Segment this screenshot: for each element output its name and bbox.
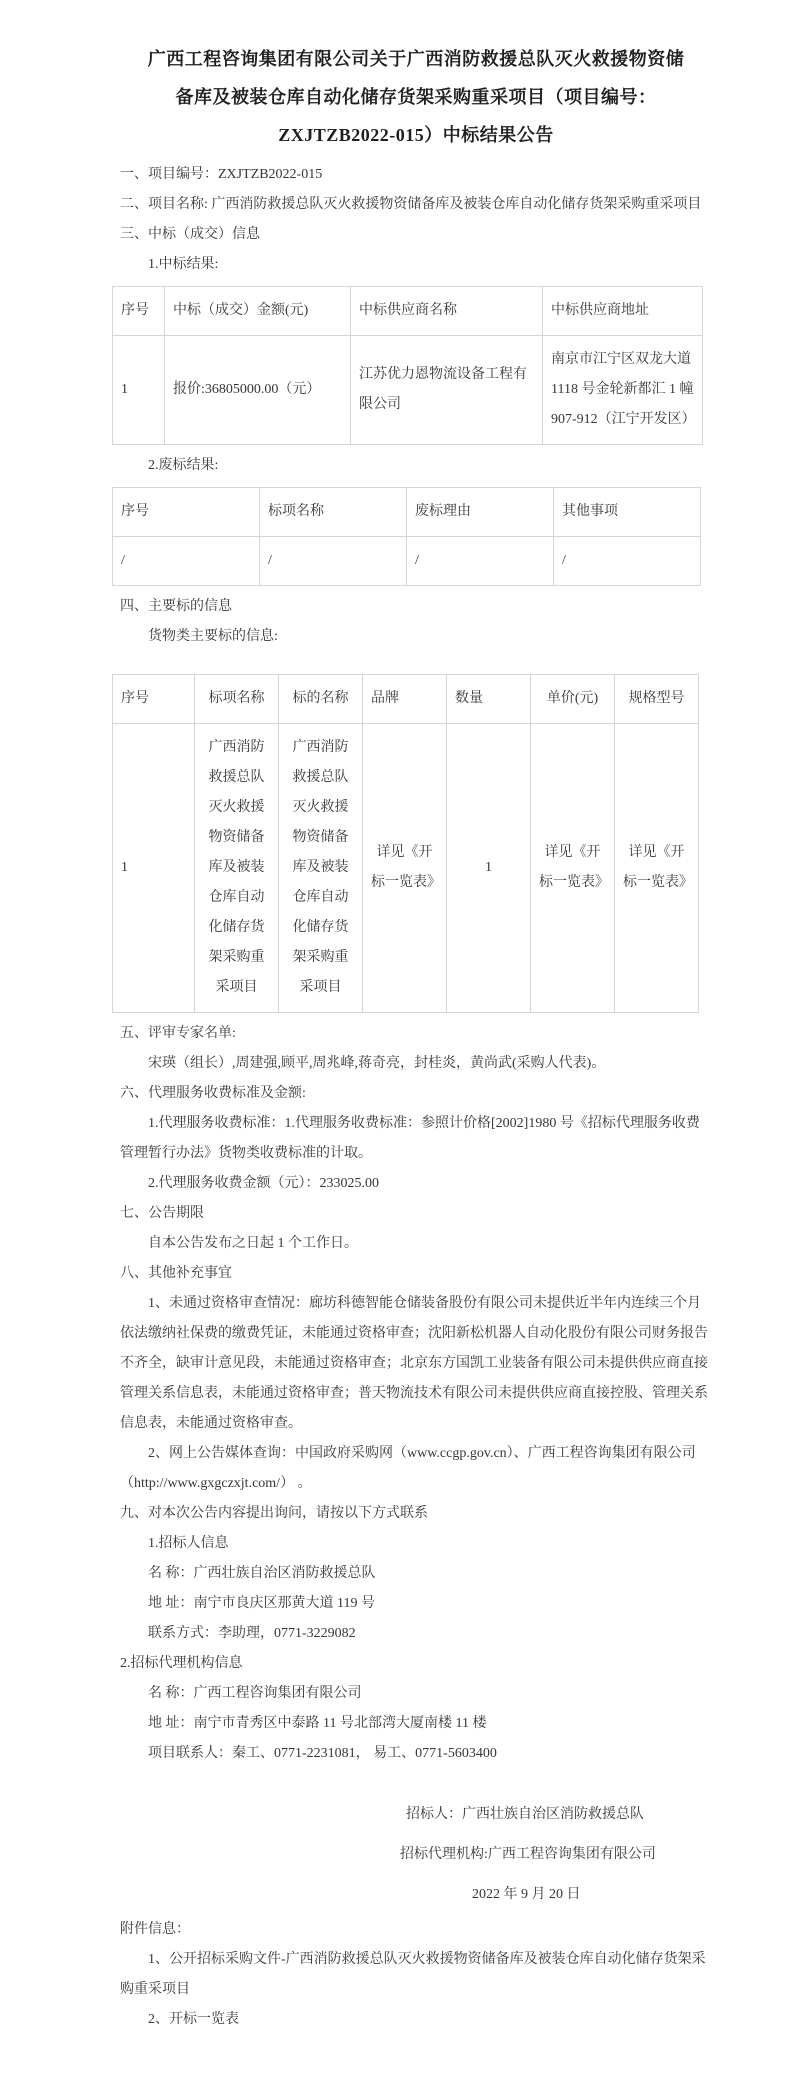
spacer [120, 1769, 712, 1795]
bidder-contact: 联系方式：李助理，0771-3229082 [148, 1626, 356, 1641]
cell-lot-name: 广西消防救援总队灭火救援物资储备库及被装仓库自动化储存货架采购重采项目 [195, 724, 279, 1013]
header-lot-name: 标项名称 [260, 488, 407, 537]
signature-date: 2022 年 9 月 20 日 [472, 1887, 581, 1902]
cell-other: / [554, 537, 701, 586]
cell-seq: / [113, 537, 260, 586]
cell-seq: 1 [113, 724, 195, 1013]
header-unit-price: 单价(元) [531, 675, 615, 724]
supplement-item-media: 2、网上公告媒体查询：中国政府采购网（www.ccgp.gov.cn）、广西工程咨询集团有限公司（http://www.gxgczxjt.com/） 。 [120, 1446, 696, 1491]
award-result-label: 1.中标结果: [148, 257, 219, 272]
cell-quantity: 1 [447, 724, 531, 1013]
goods-info-label: 货物类主要标的信息: [148, 629, 278, 644]
header-seq: 序号 [113, 488, 260, 537]
header-other: 其他事项 [554, 488, 701, 537]
agency-contact: 项目联系人：秦工、0771-2231081， 易工、0771-5603400 [148, 1746, 497, 1761]
bidder-info-label: 1.招标人信息 [148, 1536, 229, 1551]
signature-bidder: 招标人：广西壮族自治区消防救援总队 [406, 1807, 644, 1822]
attachments-label: 附件信息： [120, 1922, 190, 1937]
goods-subject-table [112, 674, 699, 1013]
award-result-table [112, 286, 703, 445]
section-contact-heading: 九、对本次公告内容提出询问，请按以下方式联系 [120, 1506, 428, 1521]
header-supplier-name: 中标供应商名称 [351, 287, 543, 336]
cell-spec-model: 详见《开标一览表》 [615, 724, 699, 1013]
section-experts-heading: 五、评审专家名单: [120, 1026, 236, 1041]
header-subject-name: 标的名称 [279, 675, 363, 724]
cell-seq: 1 [113, 336, 165, 445]
section-main-subject-heading: 四、主要标的信息 [120, 599, 232, 614]
attachment-item-bid-opening-list: 2、开标一览表 [148, 2012, 239, 2027]
agency-name: 名 称：广西工程咨询集团有限公司 [148, 1686, 362, 1701]
header-lot-name: 标项名称 [195, 675, 279, 724]
section-award-info-heading: 三、中标（成交）信息 [120, 227, 260, 242]
table-header-row [113, 675, 699, 724]
page-title: 广西工程咨询集团有限公司关于广西消防救援总队灭火救援物资储备库及被装仓库自动化储存货架采购重采项目（项目编号：ZXJTZB2022-015）中标结果公告 [147, 49, 685, 145]
header-seq: 序号 [113, 287, 165, 336]
supplement-item-qualification: 1、未通过资格审查情况：廊坊科德智能仓储装备股份有限公司未提供近半年内连续三个月依法缴纳社保费的缴费凭证，未能通过资格审查；沈阳新松机器人自动化股份有限公司财务报告不齐全，缺审计意见段，未能通过资格审查；北京东方国凯工业装备有限公司未提供供应商直接管理关系信息表，未能通过资格审查；普天物流技术有限公司未提供供应商直接控股、管理关系信息表，未能通过资格审查。 [120, 1296, 708, 1431]
header-quantity: 数量 [447, 675, 531, 724]
agency-fee-standard: 1.代理服务收费标准：1.代理服务收费标准：参照计价格[2002]1980 号《招标代理服务收费管理暂行办法》货物类收费标准的计取。 [120, 1116, 700, 1161]
table-header-row [113, 488, 701, 537]
header-seq: 序号 [113, 675, 195, 724]
rejected-result-table [112, 487, 701, 586]
agency-fee-amount: 2.代理服务收费金额（元）：233025.00 [148, 1176, 379, 1191]
section-agency-fee-heading: 六、代理服务收费标准及金额: [120, 1086, 306, 1101]
section-supplement-heading: 八、其他补充事宜 [120, 1266, 232, 1281]
section-project-number: 一、项目编号：ZXJTZB2022-015 [120, 167, 323, 182]
cell-brand: 详见《开标一览表》 [363, 724, 447, 1013]
table-row [113, 537, 701, 586]
cell-reject-reason: / [407, 537, 554, 586]
bidder-address: 地 址：南宁市良庆区那黄大道 119 号 [148, 1596, 375, 1611]
header-brand: 品牌 [363, 675, 447, 724]
table-header-row [113, 287, 703, 336]
header-reject-reason: 废标理由 [407, 488, 554, 537]
experts-list: 宋瑛（组长）,周建强,顾平,周兆峰,蒋奇亮，封桂炎，黄尚武(采购人代表)。 [148, 1056, 606, 1071]
cell-amount: 报价:36805000.00（元） [165, 336, 351, 445]
header-supplier-address: 中标供应商地址 [543, 287, 703, 336]
agency-address: 地 址：南宁市青秀区中泰路 11 号北部湾大厦南楼 11 楼 [148, 1716, 487, 1731]
section-notice-period-heading: 七、公告期限 [120, 1206, 204, 1221]
agency-info-label: 2.招标代理机构信息 [120, 1656, 243, 1671]
rejected-result-label: 2.废标结果: [148, 458, 219, 473]
cell-lot-name: / [260, 537, 407, 586]
header-amount: 中标（成交）金额(元) [165, 287, 351, 336]
section-project-name: 二、项目名称: 广西消防救援总队灭火救援物资储备库及被装仓库自动化储存货架采购重采项目 [120, 197, 702, 212]
bidder-name: 名 称：广西壮族自治区消防救援总队 [148, 1566, 376, 1581]
cell-subject-name: 广西消防救援总队灭火救援物资储备库及被装仓库自动化储存货架采购重采项目 [279, 724, 363, 1013]
attachment-item-tender-file: 1、公开招标采购文件-广西消防救援总队灭火救援物资储备库及被装仓库自动化储存货架采购重采项目 [120, 1952, 706, 1997]
table-row [113, 724, 699, 1013]
signature-agency: 招标代理机构:广西工程咨询集团有限公司 [400, 1847, 656, 1862]
table-row [113, 336, 703, 445]
cell-supplier-name: 江苏优力恩物流设备工程有限公司 [351, 336, 543, 445]
header-spec-model: 规格型号 [615, 675, 699, 724]
cell-unit-price: 详见《开标一览表》 [531, 724, 615, 1013]
notice-period-body: 自本公告发布之日起 1 个工作日。 [148, 1236, 358, 1251]
cell-supplier-address: 南京市江宁区双龙大道 1118 号金轮新都汇 1 幢 907-912（江宁开发区） [543, 336, 703, 445]
